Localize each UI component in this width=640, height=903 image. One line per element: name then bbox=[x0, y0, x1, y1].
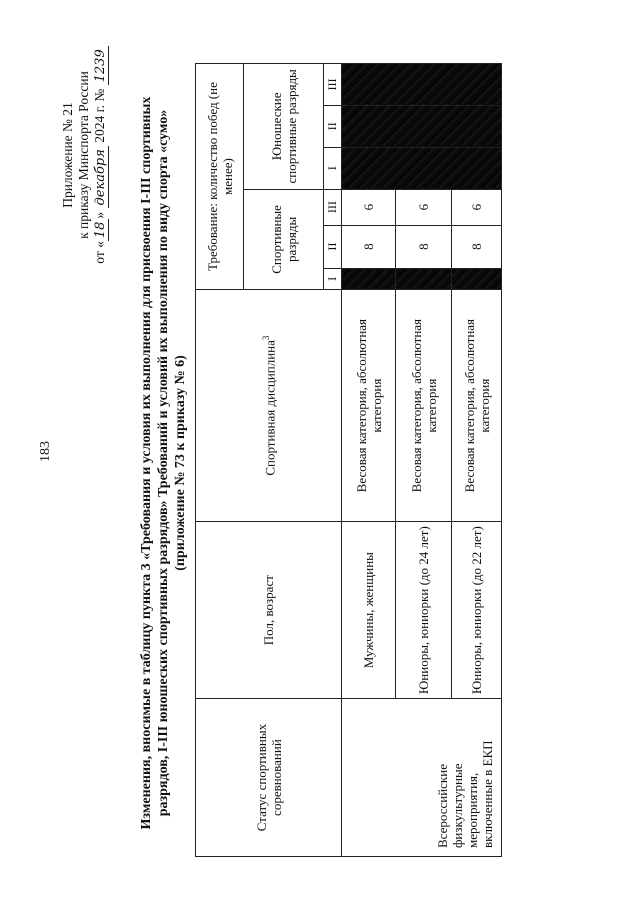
row-discipline: Весовая категория, абсолютная категория bbox=[396, 290, 452, 522]
shaded-cell bbox=[342, 147, 502, 189]
header-status: Статус спортивных соревнований bbox=[196, 699, 342, 857]
heading-line-2: разрядов, I-III юношеских спортивных разрядов» Требований и условий их выполнения по виду спорта «сумо» bbox=[156, 109, 171, 817]
shaded-cell bbox=[342, 268, 396, 290]
appendix-day: 18 bbox=[93, 219, 109, 242]
row-sex-age: Юниоры, юниорки (до 24 лет) bbox=[396, 522, 452, 699]
header-youth-rank-3: III bbox=[324, 64, 342, 106]
row-value-iii: 6 bbox=[342, 189, 396, 225]
header-sex-age: Пол, возраст bbox=[196, 522, 342, 699]
row-value-iii: 6 bbox=[396, 189, 452, 225]
row-discipline: Весовая категория, абсолютная категория bbox=[452, 290, 502, 522]
status-value: Всероссийские физкультурные мероприятия, включенные в ЕКП bbox=[342, 699, 502, 857]
shaded-cell bbox=[396, 268, 452, 290]
heading-line-1: Изменения, вносимые в таблицу пункта 3 «Требования и условия их выполнения для присвоения I-III спортивных bbox=[139, 96, 154, 830]
header-sport-rank-1: I bbox=[324, 268, 342, 290]
header-youth-rank-1: I bbox=[324, 147, 342, 189]
row-discipline: Весовая категория, абсолютная категория bbox=[342, 290, 396, 522]
shaded-cell bbox=[342, 105, 502, 147]
requirements-table bbox=[195, 63, 502, 857]
table-row bbox=[342, 64, 396, 857]
header-sport-rank-2: II bbox=[324, 225, 342, 268]
row-sex-age: Юниоры, юниорки (до 22 лет) bbox=[452, 522, 502, 699]
document-heading bbox=[138, 33, 189, 893]
appendix-order: к приказу Минспорта России bbox=[76, 71, 91, 239]
header-sport-ranks: Спортивные разряды bbox=[244, 189, 324, 289]
appendix-title: Приложение № 21 bbox=[60, 102, 75, 208]
shaded-cell bbox=[342, 64, 502, 106]
heading-line-3: (приложение № 73 к приказу № 6) bbox=[173, 355, 188, 571]
row-value-iii: 6 bbox=[452, 189, 502, 225]
appendix-block bbox=[60, 5, 109, 305]
row-value-ii: 8 bbox=[342, 225, 396, 268]
appendix-date: от «18» декабря 2024 г. № 1239 bbox=[92, 5, 109, 305]
appendix-number: 1239 bbox=[93, 46, 109, 85]
header-youth-ranks: Юношеские спортивные разряды bbox=[244, 64, 324, 190]
row-value-ii: 8 bbox=[396, 225, 452, 268]
shaded-cell bbox=[452, 268, 502, 290]
page-number: 183 bbox=[38, 441, 53, 462]
header-youth-rank-2: II bbox=[324, 105, 342, 147]
row-sex-age: Мужчины, женщины bbox=[342, 522, 396, 699]
header-requirement: Требование: количество побед (не менее) bbox=[196, 64, 244, 290]
header-sport-rank-3: III bbox=[324, 189, 342, 225]
row-value-ii: 8 bbox=[452, 225, 502, 268]
header-discipline: Спортивная дисциплина$^3$ bbox=[196, 290, 342, 522]
appendix-month: декабря bbox=[93, 146, 109, 208]
